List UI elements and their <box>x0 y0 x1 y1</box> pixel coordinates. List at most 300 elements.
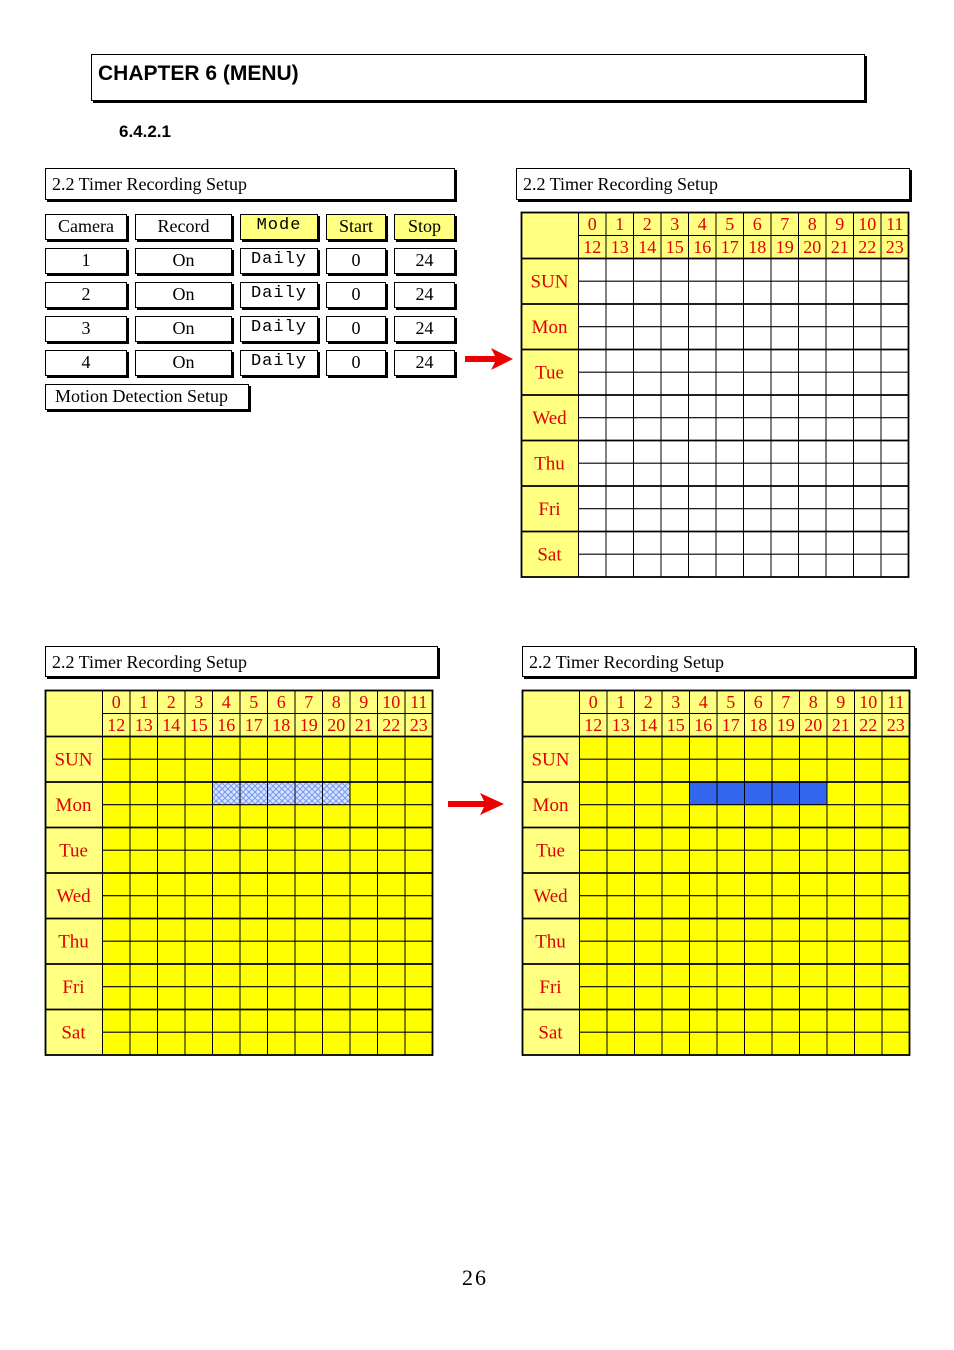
time-slot-cell[interactable] <box>580 1010 608 1033</box>
time-slot-cell[interactable] <box>295 919 323 942</box>
time-slot-cell[interactable] <box>240 1032 268 1055</box>
record-field[interactable]: On <box>135 248 232 274</box>
time-slot-cell[interactable] <box>826 532 854 555</box>
time-slot-cell[interactable] <box>882 850 910 873</box>
time-slot-cell[interactable] <box>689 532 717 555</box>
time-slot-cell[interactable] <box>744 350 772 373</box>
time-slot-cell[interactable] <box>661 395 689 418</box>
time-slot-cell[interactable] <box>268 941 296 964</box>
record-field[interactable]: On <box>135 282 232 308</box>
time-slot-cell[interactable] <box>158 850 186 873</box>
time-slot-cell[interactable] <box>854 554 882 577</box>
time-slot-cell[interactable] <box>826 509 854 532</box>
time-slot-cell[interactable] <box>580 1032 608 1055</box>
time-slot-cell[interactable] <box>606 509 634 532</box>
time-slot-cell[interactable] <box>800 1010 828 1033</box>
time-slot-cell[interactable] <box>378 805 406 828</box>
time-slot-cell[interactable] <box>607 782 635 805</box>
time-slot-cell[interactable] <box>158 1032 186 1055</box>
time-slot-cell[interactable] <box>744 259 772 282</box>
time-slot-cell[interactable] <box>268 782 296 805</box>
time-slot-cell[interactable] <box>378 987 406 1010</box>
time-slot-cell[interactable] <box>268 1032 296 1055</box>
time-slot-cell[interactable] <box>268 896 296 919</box>
time-slot-cell[interactable] <box>690 873 718 896</box>
time-slot-cell[interactable] <box>185 850 213 873</box>
time-slot-cell[interactable] <box>405 850 433 873</box>
time-slot-cell[interactable] <box>378 850 406 873</box>
time-slot-cell[interactable] <box>103 964 131 987</box>
time-slot-cell[interactable] <box>771 463 799 486</box>
time-slot-cell[interactable] <box>295 941 323 964</box>
start-field[interactable]: 0 <box>326 316 386 342</box>
time-slot-cell[interactable] <box>323 850 351 873</box>
time-slot-cell[interactable] <box>800 987 828 1010</box>
time-slot-cell[interactable] <box>158 1010 186 1033</box>
stop-field[interactable]: 24 <box>394 316 455 342</box>
time-slot-cell[interactable] <box>689 486 717 509</box>
time-slot-cell[interactable] <box>799 418 827 441</box>
time-slot-cell[interactable] <box>579 395 607 418</box>
time-slot-cell[interactable] <box>634 441 662 464</box>
time-slot-cell[interactable] <box>772 850 800 873</box>
time-slot-cell[interactable] <box>130 850 158 873</box>
time-slot-cell[interactable] <box>689 304 717 327</box>
time-slot-cell[interactable] <box>323 987 351 1010</box>
time-slot-cell[interactable] <box>690 782 718 805</box>
time-slot-cell[interactable] <box>635 737 663 760</box>
time-slot-cell[interactable] <box>771 372 799 395</box>
time-slot-cell[interactable] <box>323 896 351 919</box>
mode-field[interactable]: Daily <box>240 350 318 376</box>
time-slot-cell[interactable] <box>158 782 186 805</box>
time-slot-cell[interactable] <box>634 304 662 327</box>
time-slot-cell[interactable] <box>717 987 745 1010</box>
record-field[interactable]: On <box>135 350 232 376</box>
time-slot-cell[interactable] <box>882 737 910 760</box>
time-slot-cell[interactable] <box>771 281 799 304</box>
time-slot-cell[interactable] <box>799 395 827 418</box>
time-slot-cell[interactable] <box>717 850 745 873</box>
time-slot-cell[interactable] <box>716 554 744 577</box>
time-slot-cell[interactable] <box>580 987 608 1010</box>
time-slot-cell[interactable] <box>690 805 718 828</box>
time-slot-cell[interactable] <box>579 441 607 464</box>
time-slot-cell[interactable] <box>350 782 378 805</box>
time-slot-cell[interactable] <box>635 896 663 919</box>
time-slot-cell[interactable] <box>378 873 406 896</box>
time-slot-cell[interactable] <box>771 418 799 441</box>
time-slot-cell[interactable] <box>662 805 690 828</box>
time-slot-cell[interactable] <box>607 987 635 1010</box>
time-slot-cell[interactable] <box>690 828 718 851</box>
time-slot-cell[interactable] <box>689 441 717 464</box>
time-slot-cell[interactable] <box>855 1032 883 1055</box>
time-slot-cell[interactable] <box>826 486 854 509</box>
time-slot-cell[interactable] <box>607 941 635 964</box>
time-slot-cell[interactable] <box>634 463 662 486</box>
time-slot-cell[interactable] <box>405 828 433 851</box>
time-slot-cell[interactable] <box>103 896 131 919</box>
time-slot-cell[interactable] <box>882 759 910 782</box>
time-slot-cell[interactable] <box>799 350 827 373</box>
time-slot-cell[interactable] <box>690 919 718 942</box>
time-slot-cell[interactable] <box>378 1032 406 1055</box>
time-slot-cell[interactable] <box>103 805 131 828</box>
time-slot-cell[interactable] <box>855 737 883 760</box>
time-slot-cell[interactable] <box>579 463 607 486</box>
time-slot-cell[interactable] <box>213 737 241 760</box>
time-slot-cell[interactable] <box>606 395 634 418</box>
time-slot-cell[interactable] <box>827 941 855 964</box>
time-slot-cell[interactable] <box>690 896 718 919</box>
time-slot-cell[interactable] <box>405 737 433 760</box>
time-slot-cell[interactable] <box>717 1010 745 1033</box>
mode-field[interactable]: Daily <box>240 248 318 274</box>
time-slot-cell[interactable] <box>826 463 854 486</box>
time-slot-cell[interactable] <box>580 805 608 828</box>
time-slot-cell[interactable] <box>295 1032 323 1055</box>
time-slot-cell[interactable] <box>772 896 800 919</box>
time-slot-cell[interactable] <box>405 873 433 896</box>
time-slot-cell[interactable] <box>772 737 800 760</box>
time-slot-cell[interactable] <box>606 532 634 555</box>
time-slot-cell[interactable] <box>771 441 799 464</box>
time-slot-cell[interactable] <box>661 350 689 373</box>
time-slot-cell[interactable] <box>158 941 186 964</box>
time-slot-cell[interactable] <box>882 805 910 828</box>
time-slot-cell[interactable] <box>635 1010 663 1033</box>
time-slot-cell[interactable] <box>268 805 296 828</box>
time-slot-cell[interactable] <box>854 509 882 532</box>
time-slot-cell[interactable] <box>827 737 855 760</box>
time-slot-cell[interactable] <box>405 1010 433 1033</box>
time-slot-cell[interactable] <box>800 941 828 964</box>
time-slot-cell[interactable] <box>827 873 855 896</box>
time-slot-cell[interactable] <box>213 964 241 987</box>
time-slot-cell[interactable] <box>854 395 882 418</box>
time-slot-cell[interactable] <box>606 441 634 464</box>
time-slot-cell[interactable] <box>772 987 800 1010</box>
time-slot-cell[interactable] <box>295 1010 323 1033</box>
time-slot-cell[interactable] <box>881 463 909 486</box>
time-slot-cell[interactable] <box>323 1010 351 1033</box>
time-slot-cell[interactable] <box>855 1010 883 1033</box>
time-slot-cell[interactable] <box>745 737 773 760</box>
time-slot-cell[interactable] <box>800 737 828 760</box>
time-slot-cell[interactable] <box>350 919 378 942</box>
time-slot-cell[interactable] <box>606 463 634 486</box>
time-slot-cell[interactable] <box>661 327 689 350</box>
time-slot-cell[interactable] <box>661 418 689 441</box>
time-slot-cell[interactable] <box>716 463 744 486</box>
time-slot-cell[interactable] <box>268 873 296 896</box>
time-slot-cell[interactable] <box>745 873 773 896</box>
time-slot-cell[interactable] <box>295 759 323 782</box>
time-slot-cell[interactable] <box>158 759 186 782</box>
time-slot-cell[interactable] <box>405 941 433 964</box>
time-slot-cell[interactable] <box>690 941 718 964</box>
time-slot-cell[interactable] <box>405 964 433 987</box>
time-slot-cell[interactable] <box>607 964 635 987</box>
time-slot-cell[interactable] <box>745 850 773 873</box>
time-slot-cell[interactable] <box>882 828 910 851</box>
time-slot-cell[interactable] <box>323 919 351 942</box>
time-slot-cell[interactable] <box>185 873 213 896</box>
time-slot-cell[interactable] <box>350 941 378 964</box>
time-slot-cell[interactable] <box>716 372 744 395</box>
time-slot-cell[interactable] <box>661 554 689 577</box>
time-slot-cell[interactable] <box>606 554 634 577</box>
time-slot-cell[interactable] <box>854 259 882 282</box>
time-slot-cell[interactable] <box>745 1010 773 1033</box>
time-slot-cell[interactable] <box>579 327 607 350</box>
time-slot-cell[interactable] <box>854 327 882 350</box>
time-slot-cell[interactable] <box>827 964 855 987</box>
time-slot-cell[interactable] <box>634 395 662 418</box>
time-slot-cell[interactable] <box>634 281 662 304</box>
time-slot-cell[interactable] <box>634 259 662 282</box>
time-slot-cell[interactable] <box>744 486 772 509</box>
time-slot-cell[interactable] <box>744 554 772 577</box>
time-slot-cell[interactable] <box>580 873 608 896</box>
time-slot-cell[interactable] <box>855 941 883 964</box>
time-slot-cell[interactable] <box>405 896 433 919</box>
time-slot-cell[interactable] <box>744 532 772 555</box>
time-slot-cell[interactable] <box>689 327 717 350</box>
time-slot-cell[interactable] <box>158 828 186 851</box>
time-slot-cell[interactable] <box>881 395 909 418</box>
time-slot-cell[interactable] <box>405 805 433 828</box>
time-slot-cell[interactable] <box>661 509 689 532</box>
time-slot-cell[interactable] <box>800 964 828 987</box>
time-slot-cell[interactable] <box>882 1010 910 1033</box>
time-slot-cell[interactable] <box>716 350 744 373</box>
time-slot-cell[interactable] <box>716 395 744 418</box>
time-slot-cell[interactable] <box>827 896 855 919</box>
time-slot-cell[interactable] <box>323 782 351 805</box>
time-slot-cell[interactable] <box>826 259 854 282</box>
time-slot-cell[interactable] <box>607 1010 635 1033</box>
time-slot-cell[interactable] <box>607 805 635 828</box>
time-slot-cell[interactable] <box>350 759 378 782</box>
time-slot-cell[interactable] <box>158 737 186 760</box>
time-slot-cell[interactable] <box>881 441 909 464</box>
time-slot-cell[interactable] <box>772 964 800 987</box>
time-slot-cell[interactable] <box>744 327 772 350</box>
time-slot-cell[interactable] <box>690 1032 718 1055</box>
time-slot-cell[interactable] <box>661 532 689 555</box>
time-slot-cell[interactable] <box>745 805 773 828</box>
time-slot-cell[interactable] <box>130 805 158 828</box>
time-slot-cell[interactable] <box>606 418 634 441</box>
time-slot-cell[interactable] <box>661 281 689 304</box>
time-slot-cell[interactable] <box>882 987 910 1010</box>
time-slot-cell[interactable] <box>634 509 662 532</box>
time-slot-cell[interactable] <box>378 941 406 964</box>
time-slot-cell[interactable] <box>185 782 213 805</box>
stop-field[interactable]: 24 <box>394 248 455 274</box>
time-slot-cell[interactable] <box>323 759 351 782</box>
time-slot-cell[interactable] <box>855 782 883 805</box>
time-slot-cell[interactable] <box>772 782 800 805</box>
time-slot-cell[interactable] <box>854 304 882 327</box>
time-slot-cell[interactable] <box>130 782 158 805</box>
time-slot-cell[interactable] <box>689 395 717 418</box>
time-slot-cell[interactable] <box>854 281 882 304</box>
time-slot-cell[interactable] <box>213 1032 241 1055</box>
time-slot-cell[interactable] <box>717 828 745 851</box>
time-slot-cell[interactable] <box>580 964 608 987</box>
time-slot-cell[interactable] <box>405 919 433 942</box>
time-slot-cell[interactable] <box>690 1010 718 1033</box>
time-slot-cell[interactable] <box>800 850 828 873</box>
time-slot-cell[interactable] <box>295 987 323 1010</box>
time-slot-cell[interactable] <box>635 1032 663 1055</box>
time-slot-cell[interactable] <box>268 919 296 942</box>
time-slot-cell[interactable] <box>855 896 883 919</box>
time-slot-cell[interactable] <box>350 964 378 987</box>
time-slot-cell[interactable] <box>130 759 158 782</box>
time-slot-cell[interactable] <box>405 987 433 1010</box>
time-slot-cell[interactable] <box>827 987 855 1010</box>
time-slot-cell[interactable] <box>744 441 772 464</box>
time-slot-cell[interactable] <box>580 828 608 851</box>
time-slot-cell[interactable] <box>579 350 607 373</box>
time-slot-cell[interactable] <box>772 873 800 896</box>
time-slot-cell[interactable] <box>799 372 827 395</box>
time-slot-cell[interactable] <box>635 987 663 1010</box>
time-slot-cell[interactable] <box>881 532 909 555</box>
time-slot-cell[interactable] <box>799 281 827 304</box>
time-slot-cell[interactable] <box>799 509 827 532</box>
start-field[interactable]: 0 <box>326 248 386 274</box>
time-slot-cell[interactable] <box>745 1032 773 1055</box>
time-slot-cell[interactable] <box>744 372 772 395</box>
time-slot-cell[interactable] <box>744 304 772 327</box>
time-slot-cell[interactable] <box>799 486 827 509</box>
time-slot-cell[interactable] <box>690 737 718 760</box>
time-slot-cell[interactable] <box>579 304 607 327</box>
time-slot-cell[interactable] <box>405 1032 433 1055</box>
time-slot-cell[interactable] <box>635 919 663 942</box>
time-slot-cell[interactable] <box>268 987 296 1010</box>
time-slot-cell[interactable] <box>268 759 296 782</box>
time-slot-cell[interactable] <box>882 964 910 987</box>
time-slot-cell[interactable] <box>350 873 378 896</box>
time-slot-cell[interactable] <box>130 873 158 896</box>
time-slot-cell[interactable] <box>240 964 268 987</box>
time-slot-cell[interactable] <box>350 828 378 851</box>
time-slot-cell[interactable] <box>185 964 213 987</box>
time-slot-cell[interactable] <box>716 418 744 441</box>
time-slot-cell[interactable] <box>800 1032 828 1055</box>
time-slot-cell[interactable] <box>295 828 323 851</box>
time-slot-cell[interactable] <box>607 828 635 851</box>
time-slot-cell[interactable] <box>635 828 663 851</box>
time-slot-cell[interactable] <box>881 281 909 304</box>
time-slot-cell[interactable] <box>826 418 854 441</box>
time-slot-cell[interactable] <box>799 259 827 282</box>
time-slot-cell[interactable] <box>716 532 744 555</box>
time-slot-cell[interactable] <box>580 896 608 919</box>
time-slot-cell[interactable] <box>689 554 717 577</box>
time-slot-cell[interactable] <box>716 441 744 464</box>
time-slot-cell[interactable] <box>213 896 241 919</box>
time-slot-cell[interactable] <box>799 463 827 486</box>
time-slot-cell[interactable] <box>771 304 799 327</box>
time-slot-cell[interactable] <box>634 486 662 509</box>
time-slot-cell[interactable] <box>295 805 323 828</box>
time-slot-cell[interactable] <box>240 759 268 782</box>
time-slot-cell[interactable] <box>240 737 268 760</box>
time-slot-cell[interactable] <box>606 327 634 350</box>
time-slot-cell[interactable] <box>771 395 799 418</box>
time-slot-cell[interactable] <box>378 1010 406 1033</box>
stop-field[interactable]: 24 <box>394 350 455 376</box>
time-slot-cell[interactable] <box>690 987 718 1010</box>
time-slot-cell[interactable] <box>103 759 131 782</box>
time-slot-cell[interactable] <box>634 554 662 577</box>
time-slot-cell[interactable] <box>661 441 689 464</box>
time-slot-cell[interactable] <box>717 805 745 828</box>
time-slot-cell[interactable] <box>717 759 745 782</box>
time-slot-cell[interactable] <box>662 850 690 873</box>
time-slot-cell[interactable] <box>579 509 607 532</box>
time-slot-cell[interactable] <box>130 964 158 987</box>
time-slot-cell[interactable] <box>240 896 268 919</box>
time-slot-cell[interactable] <box>213 805 241 828</box>
time-slot-cell[interactable] <box>662 873 690 896</box>
time-slot-cell[interactable] <box>882 873 910 896</box>
time-slot-cell[interactable] <box>882 782 910 805</box>
time-slot-cell[interactable] <box>662 964 690 987</box>
time-slot-cell[interactable] <box>158 919 186 942</box>
time-slot-cell[interactable] <box>323 964 351 987</box>
time-slot-cell[interactable] <box>826 554 854 577</box>
time-slot-cell[interactable] <box>158 964 186 987</box>
time-slot-cell[interactable] <box>881 486 909 509</box>
time-slot-cell[interactable] <box>635 805 663 828</box>
time-slot-cell[interactable] <box>717 737 745 760</box>
time-slot-cell[interactable] <box>745 828 773 851</box>
time-slot-cell[interactable] <box>378 896 406 919</box>
time-slot-cell[interactable] <box>580 850 608 873</box>
time-slot-cell[interactable] <box>662 896 690 919</box>
time-slot-cell[interactable] <box>635 782 663 805</box>
time-slot-cell[interactable] <box>744 463 772 486</box>
time-slot-cell[interactable] <box>607 919 635 942</box>
time-slot-cell[interactable] <box>213 782 241 805</box>
time-slot-cell[interactable] <box>826 327 854 350</box>
time-slot-cell[interactable] <box>580 759 608 782</box>
time-slot-cell[interactable] <box>689 350 717 373</box>
time-slot-cell[interactable] <box>716 486 744 509</box>
time-slot-cell[interactable] <box>185 759 213 782</box>
time-slot-cell[interactable] <box>882 941 910 964</box>
start-field[interactable]: 0 <box>326 350 386 376</box>
time-slot-cell[interactable] <box>130 896 158 919</box>
time-slot-cell[interactable] <box>800 873 828 896</box>
time-slot-cell[interactable] <box>855 805 883 828</box>
time-slot-cell[interactable] <box>689 509 717 532</box>
time-slot-cell[interactable] <box>716 259 744 282</box>
time-slot-cell[interactable] <box>854 441 882 464</box>
time-slot-cell[interactable] <box>213 941 241 964</box>
time-slot-cell[interactable] <box>158 805 186 828</box>
time-slot-cell[interactable] <box>800 805 828 828</box>
time-slot-cell[interactable] <box>295 896 323 919</box>
